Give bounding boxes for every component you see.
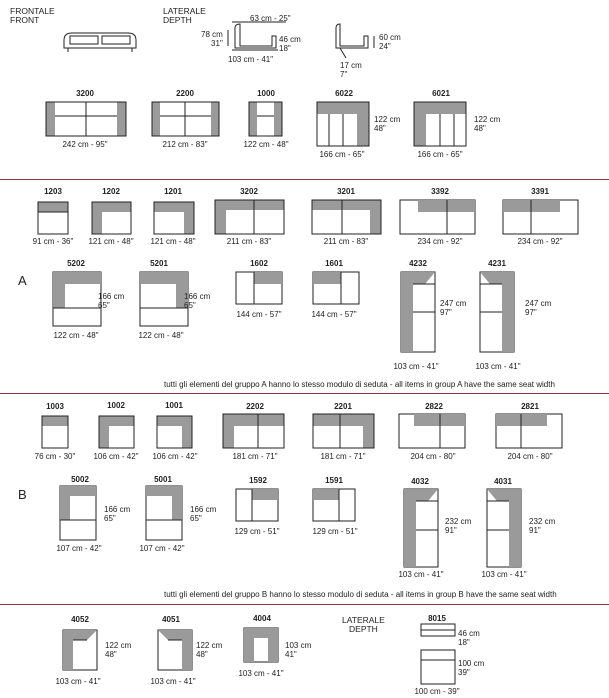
module-code: 1201 — [164, 187, 182, 196]
module-code: 4231 — [488, 259, 506, 268]
dim-seat-depth: 63 cm - 25" — [250, 14, 291, 23]
module-dim: 234 cm - 92" — [517, 237, 563, 246]
module-2201-icon — [313, 414, 374, 448]
module-dim: 103 cm - 41" — [150, 677, 196, 686]
module-side-dim: 103 cm 41" — [285, 641, 312, 659]
module-1002-icon — [99, 416, 134, 448]
module-dim: 122 cm - 48" — [138, 331, 184, 340]
module-code: 6022 — [335, 89, 353, 98]
module-code: 4052 — [71, 615, 89, 624]
module-6022-icon — [317, 102, 369, 146]
module-code: 1003 — [46, 402, 64, 411]
dim-depth: 103 cm - 41" — [228, 55, 274, 64]
module-code: 5201 — [150, 259, 168, 268]
module-dim: 103 cm - 41" — [55, 677, 101, 686]
module-5001-icon — [146, 486, 182, 540]
module-1601-icon — [313, 272, 359, 304]
module-dim: 144 cm - 57" — [236, 310, 282, 319]
module-dim: 103 cm - 41" — [238, 669, 284, 678]
module-3392-icon — [400, 200, 475, 234]
module-code: 5001 — [154, 475, 172, 484]
module-code: 1602 — [250, 259, 268, 268]
footstool-depth: 100 cm 39" — [458, 659, 485, 677]
module-side-dim: 166 cm 65" — [104, 505, 131, 523]
module-side-dim: 122 cm 48" — [196, 641, 223, 659]
module-dim: 211 cm - 83" — [226, 237, 272, 246]
module-5201-icon — [140, 272, 188, 326]
module-code: 1000 — [257, 89, 275, 98]
footstool-height: 46 cm 18" — [458, 629, 480, 647]
module-code: 4032 — [411, 477, 429, 486]
module-4232-icon — [401, 272, 435, 352]
module-4032-icon — [404, 489, 438, 567]
dim-recline: 17 cm 7" — [340, 61, 362, 79]
module-code: 6021 — [432, 89, 450, 98]
module-code: 5202 — [67, 259, 85, 268]
module-dim: 122 cm - 48" — [243, 140, 289, 149]
module-4004-icon — [244, 628, 278, 662]
footstool-top-icon — [421, 650, 455, 684]
module-1000-icon — [249, 102, 282, 136]
module-dim: 76 cm - 30" — [34, 452, 76, 461]
module-dim: 107 cm - 42" — [56, 544, 102, 553]
group-b-note: tutti gli elementi del gruppo B hanno lo stesso modulo di seduta - all items in group B have the same seat width — [164, 590, 557, 599]
module-2200-icon — [152, 102, 219, 136]
module-code: 5002 — [71, 475, 89, 484]
module-code: 2201 — [334, 402, 352, 411]
module-side-dim: 166 cm 65" — [184, 292, 211, 310]
footstool-dim: 100 cm - 39" — [414, 687, 460, 696]
module-5202-icon — [53, 272, 101, 326]
module-code: 2821 — [521, 402, 539, 411]
module-3202-icon — [215, 200, 284, 234]
module-dim: 103 cm - 41" — [398, 570, 444, 579]
module-code: 8015 — [428, 614, 446, 623]
module-5002-icon — [60, 486, 96, 540]
module-code: 4031 — [494, 477, 512, 486]
front-view-sofa-icon — [64, 33, 136, 52]
group-b-label: B — [18, 487, 27, 502]
module-dim: 107 cm - 42" — [139, 544, 185, 553]
module-side-dim: 122 cm 48" — [474, 115, 501, 133]
footstool-side-label: LATERALE DEPTH — [342, 615, 385, 634]
module-dim: 204 cm - 80" — [507, 452, 553, 461]
module-2202-icon — [223, 414, 284, 448]
module-code: 3200 — [76, 89, 94, 98]
module-side-dim: 122 cm 48" — [374, 115, 401, 133]
module-dim: 144 cm - 57" — [311, 310, 357, 319]
module-code: 4004 — [253, 614, 271, 623]
module-dim: 103 cm - 41" — [481, 570, 527, 579]
front-label: FRONTALE FRONT — [10, 6, 55, 25]
module-dim: 204 cm - 80" — [410, 452, 456, 461]
module-code: 3392 — [431, 187, 449, 196]
module-dim: 211 cm - 83" — [323, 237, 369, 246]
group-a-note: tutti gli elementi del gruppo A hanno lo stesso modulo di seduta - all items in group A have the same seat width — [164, 380, 555, 389]
module-code: 4232 — [409, 259, 427, 268]
module-dim: 103 cm - 41" — [475, 362, 521, 371]
module-1592-icon — [236, 489, 278, 521]
module-dim: 121 cm - 48" — [150, 237, 196, 246]
module-4052-icon — [63, 630, 97, 670]
module-dim: 106 cm - 42" — [152, 452, 198, 461]
module-code: 3201 — [337, 187, 355, 196]
module-code: 1591 — [325, 476, 343, 485]
dim-height: 78 cm 31" — [201, 30, 223, 48]
module-1591-icon — [313, 489, 355, 521]
group-a-label: A — [18, 273, 27, 288]
module-dim: 166 cm - 65" — [319, 150, 365, 159]
side-view-reclined-icon — [336, 24, 374, 58]
module-code: 3391 — [531, 187, 549, 196]
module-dim: 181 cm - 71" — [232, 452, 278, 461]
module-4051-icon — [158, 630, 192, 670]
module-1602-icon — [236, 272, 282, 304]
module-side-dim: 247 cm 97" — [440, 299, 467, 317]
module-dim: 181 cm - 71" — [320, 452, 366, 461]
module-2821-icon — [496, 414, 562, 448]
module-code: 2200 — [176, 89, 194, 98]
module-dim: 166 cm - 65" — [417, 150, 463, 159]
module-1003-icon — [42, 416, 68, 448]
side-label: LATERALE DEPTH — [163, 6, 206, 25]
module-code: 1001 — [165, 401, 183, 410]
module-dim: 121 cm - 48" — [88, 237, 134, 246]
module-dim: 212 cm - 83" — [162, 140, 208, 149]
module-code: 1592 — [249, 476, 267, 485]
module-code: 4051 — [162, 615, 180, 624]
module-code: 1002 — [107, 401, 125, 410]
module-code: 1203 — [44, 187, 62, 196]
module-1001-icon — [157, 416, 192, 448]
module-dim: 106 cm - 42" — [93, 452, 139, 461]
module-side-dim: 232 cm 91" — [529, 517, 556, 535]
module-dim: 242 cm - 95" — [62, 140, 108, 149]
module-side-dim: 166 cm 65" — [190, 505, 217, 523]
side-view-sofa-icon — [228, 22, 286, 50]
dim-seat-height: 46 cm 18" — [279, 35, 301, 53]
module-6021-icon — [414, 102, 466, 146]
module-side-dim: 247 cm 97" — [525, 299, 552, 317]
module-2822-icon — [399, 414, 465, 448]
module-1203-icon — [38, 202, 68, 234]
module-1202-icon — [92, 202, 131, 234]
module-code: 3202 — [240, 187, 258, 196]
module-dim: 129 cm - 51" — [234, 527, 280, 536]
module-dim: 129 cm - 51" — [312, 527, 358, 536]
module-code: 1202 — [102, 187, 120, 196]
module-dim: 122 cm - 48" — [53, 331, 99, 340]
module-code: 2822 — [425, 402, 443, 411]
footstool-side-icon — [421, 624, 455, 636]
module-side-dim: 122 cm 48" — [105, 641, 132, 659]
module-4031-icon — [487, 489, 521, 567]
module-code: 1601 — [325, 259, 343, 268]
dim-back-height: 60 cm 24" — [379, 33, 401, 51]
module-3391-icon — [503, 200, 578, 234]
module-4231-icon — [480, 272, 514, 352]
module-code: 2202 — [246, 402, 264, 411]
module-3200-icon — [46, 102, 126, 136]
module-3201-icon — [312, 200, 381, 234]
module-side-dim: 232 cm 91" — [445, 517, 472, 535]
module-side-dim: 166 cm 65" — [98, 292, 125, 310]
module-dim: 234 cm - 92" — [417, 237, 463, 246]
module-1201-icon — [154, 202, 194, 234]
module-dim: 103 cm - 41" — [393, 362, 439, 371]
module-dim: 91 cm - 36" — [32, 237, 74, 246]
